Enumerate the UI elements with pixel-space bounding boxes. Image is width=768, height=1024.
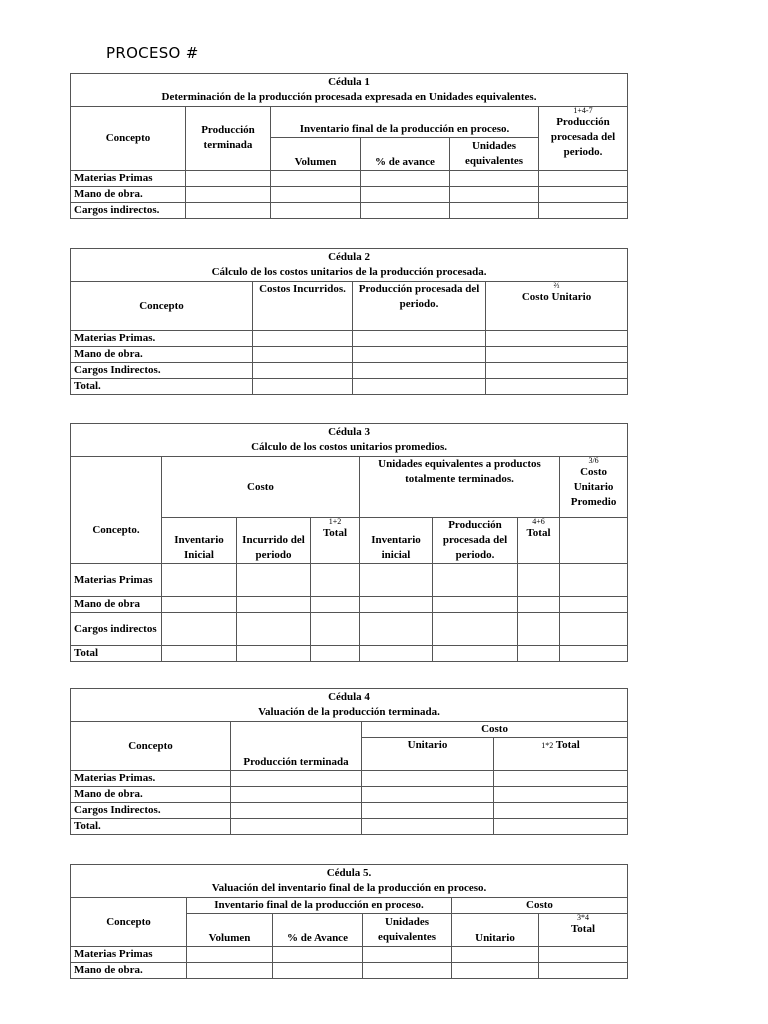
formula-label: 4+6	[532, 517, 545, 526]
cedula-4-table	[70, 688, 628, 835]
row-label: Mano de obra.	[71, 347, 253, 363]
cedula-1-table	[70, 73, 628, 219]
cedula-2-table	[70, 248, 628, 395]
row-label: Cargos Indirectos.	[71, 803, 231, 819]
col-costo: Costo	[452, 898, 628, 914]
col-produccion-procesada: Producción procesada del periodo.	[550, 116, 616, 158]
table-row	[71, 819, 628, 835]
table-row	[71, 787, 628, 803]
cedula-3-title: Cálculo de los costos unitarios promedios.	[251, 441, 448, 453]
col-costo-unitario: Costo Unitario	[521, 291, 592, 303]
cedula-1-number: Cédula 1	[328, 76, 370, 88]
cedula-5-number: Cédula 5.	[326, 867, 372, 879]
cedula-3-table	[70, 423, 628, 662]
table-row	[71, 363, 628, 379]
row-label: Materias Primas	[71, 947, 187, 963]
col-concepto: Concepto	[71, 722, 231, 771]
row-label: Total.	[71, 819, 231, 835]
cedula-2-title: Cálculo de los costos unitarios de la producción procesada.	[211, 266, 487, 278]
table-row	[71, 963, 628, 979]
col-costo: Costo	[162, 457, 360, 518]
col-produccion-terminada: Producción terminada	[186, 107, 271, 171]
row-label: Materias Primas	[71, 171, 186, 187]
table-row	[71, 597, 628, 613]
row-label: Mano de obra.	[71, 963, 187, 979]
col-costo: Costo	[362, 722, 628, 738]
col-total: Total	[570, 923, 596, 935]
cedula-5-table	[70, 864, 628, 979]
table-row	[71, 803, 628, 819]
row-label: Materias Primas.	[71, 331, 253, 347]
cedula-2-header	[71, 249, 628, 282]
table-row	[71, 646, 628, 662]
formula-label: ⅔	[553, 281, 560, 290]
col-unidades: Unidades equivalentes	[450, 138, 539, 171]
cedula-4-number: Cédula 4	[328, 691, 370, 703]
row-label: Cargos indirectos	[71, 613, 162, 646]
cedula-4-header	[71, 689, 628, 722]
col-total2-cell	[518, 518, 560, 564]
cedula-1-title: Determinación de la producción procesada expresada en Unidades equivalentes.	[161, 91, 537, 103]
col-total1-cell	[311, 518, 360, 564]
col-total-cell	[539, 914, 628, 947]
col-costos: Costos Incurridos.	[253, 282, 353, 331]
col-concepto: Concepto	[71, 107, 186, 171]
col-total: Total	[555, 739, 580, 751]
col-produccion-procesada-cell	[539, 107, 628, 171]
table-row	[71, 613, 628, 646]
row-label: Total.	[71, 379, 253, 395]
table-row	[71, 347, 628, 363]
col-cup: Costo Unitario Promedio	[570, 466, 617, 508]
formula-label: 1+2	[328, 517, 342, 526]
row-label: Cargos indirectos.	[71, 203, 186, 219]
row-label: Total	[71, 646, 162, 662]
cedula-5-header	[71, 865, 628, 898]
row-label: Cargos Indirectos.	[71, 363, 253, 379]
col-unidades: Unidades equivalentes a productos totalmente terminados.	[360, 457, 560, 518]
col-incurrido: Incurrido del periodo	[237, 518, 311, 564]
col-total2: Total	[526, 527, 551, 539]
col-inventario: Inventario final de la producción en proceso.	[187, 898, 452, 914]
col-inventario-final: Inventario final de la producción en proceso.	[271, 107, 539, 138]
formula-label: 3/6	[588, 456, 599, 465]
col-volumen: Volumen	[271, 138, 361, 171]
col-cup-cell	[560, 457, 628, 518]
table-row	[71, 771, 628, 787]
formula-label: 3*4	[577, 913, 589, 922]
col-total-cell	[494, 738, 628, 771]
cedula-4-title: Valuación de la producción terminada.	[258, 706, 440, 718]
col-concepto: Concepto.	[71, 457, 162, 564]
col-concepto: Concepto	[71, 282, 253, 331]
col-produccion: Producción terminada	[231, 722, 362, 771]
col-avance: % de avance	[361, 138, 450, 171]
cedula-5-title: Valuación del inventario final de la producción en proceso.	[211, 882, 487, 894]
formula-label: 1+4-7	[573, 106, 593, 115]
row-label: Materias Primas.	[71, 771, 231, 787]
row-label: Mano de obra.	[71, 187, 186, 203]
col-costo-unitario-cell	[486, 282, 628, 331]
col-unitario: Unitario	[362, 738, 494, 771]
col-inv-inicial: Inventario Inicial	[162, 518, 237, 564]
col-unidades: Unidades equivalentes	[363, 914, 452, 947]
table-row	[71, 947, 628, 963]
table-row	[71, 171, 628, 187]
table-row	[71, 187, 628, 203]
table-row	[71, 564, 628, 597]
col-produccion: Producción procesada del periodo.	[353, 282, 486, 331]
row-label: Mano de obra.	[71, 787, 231, 803]
row-label: Mano de obra	[71, 597, 162, 613]
col-inv-inicial2: Inventario inicial	[360, 518, 433, 564]
cedula-2-number: Cédula 2	[328, 251, 370, 263]
cedula-1-header	[71, 74, 628, 107]
cedula-3-number: Cédula 3	[328, 426, 370, 438]
col-total1: Total	[322, 527, 348, 539]
col-concepto: Concepto	[71, 898, 187, 947]
table-row	[71, 331, 628, 347]
col-prod-procesada: Producción procesada del periodo.	[433, 518, 518, 564]
col-unitario: Unitario	[452, 914, 539, 947]
formula-label: 1*2	[541, 741, 554, 750]
cedula-3-header	[71, 424, 628, 457]
row-label: Materias Primas	[71, 564, 162, 597]
table-row	[71, 203, 628, 219]
page-title: PROCESO #	[106, 44, 199, 62]
col-avance: % de Avance	[273, 914, 363, 947]
col-volumen: Volumen	[187, 914, 273, 947]
table-row	[71, 379, 628, 395]
